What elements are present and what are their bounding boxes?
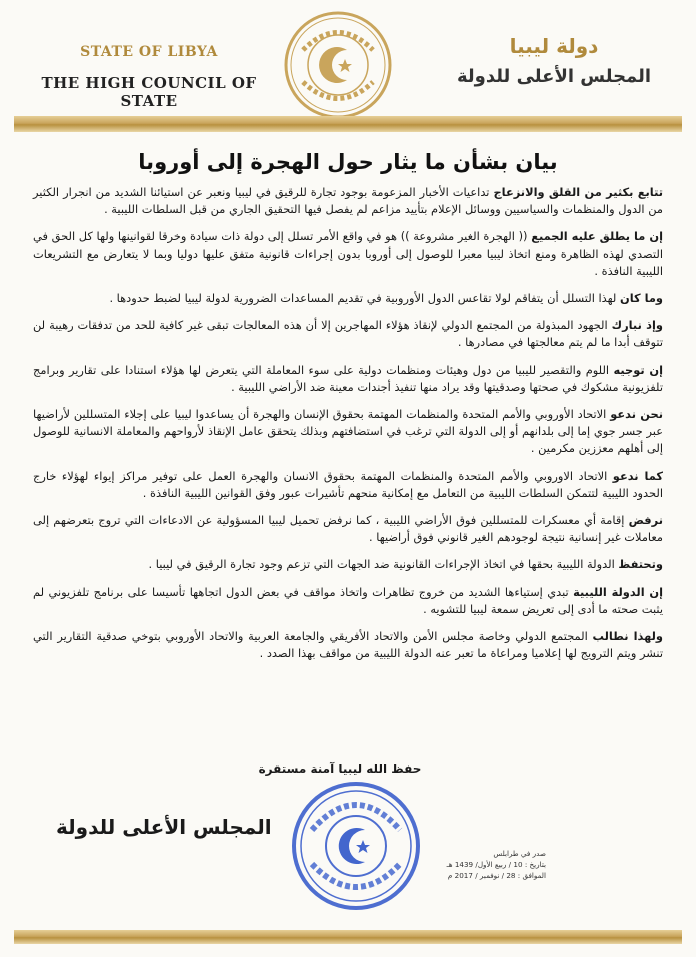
paragraph-text: الجهود المبذولة من المجتمع الدولي لإنقاذ هؤلاء المهاجرين إلا أن هذه المعالجات تبقى غير كافية للحد من تدفقات رهيبة لن تتوقف أبدا ما لم يتم معالجتها في مصادرها . xyxy=(33,318,663,350)
paragraph-text: تداعيات الأخبار المزعومة بوجود تجارة للرقيق في ليبيا ونعبر عن استيائنا الشديد من انجرار الكثير من الدول والمنظمات والسياسيين ووسائل الإعلام بتأييد مزاعم لم يفصل فيها التحقيق الجاري من قبل السلطات الليبية . xyxy=(33,185,663,217)
paragraph-lead: ولهذا نطالب xyxy=(592,629,663,644)
statement-title: بيان بشأن ما يثار حول الهجرة إلى أوروبا xyxy=(138,150,558,174)
paragraph-text: (( الهجرة الغير مشروعة )) هو في واقع الأمر تسلل إلى دولة ذات سيادة وخرقا لقوانينها ولها كل الحق في التصدي لهذه الظاهرة ومنع اتخاذ ليبيا معبرا للوصول إلى أوروبا بدون إجراءات قانونية متفق عليها دوليا وبما لا يتعارض مع التشريعات الليبية النافذة . xyxy=(33,229,663,278)
paragraph xyxy=(33,584,663,618)
paragraph-text: تبدي إستياءها الشديد من خروج تظاهرات واتخاذ مواقف في بعض الدول اتجاهها تأسيسا على برنامج تلفزيوني لم يثبت صحته ما أدى إلى تعريض سمعة ليبيا للتشويه . xyxy=(33,584,663,616)
letterhead xyxy=(0,0,696,112)
closing-line: حفظ الله ليبيا آمنة مستقرة xyxy=(258,762,422,776)
arabic-state-label: دولة ليبيا xyxy=(509,34,599,58)
paragraph-lead: وما كان xyxy=(620,291,663,306)
paragraph-text: لهذا التسلل أن يتفاقم لولا تقاعس الدول الأوروبية في تقديم المساعدات الضرورية لدولة ليبيا لضبط حدودها . xyxy=(109,291,620,306)
paragraph-lead: إن توجيه xyxy=(613,362,664,377)
paragraph xyxy=(33,362,663,396)
paragraph-text: إقامة أي معسكرات للمتسللين فوق الأراضي الليبية ، كما نرفض تحميل ليبيا المسؤولية عن الادعاءات التي تروج بتعرضهم إلى معاملات غير إنسانية نتيجة لوجودهم الغير قانوني فوق أراضيها . xyxy=(33,513,663,545)
council-seal-logo xyxy=(283,10,393,120)
paragraph-lead: تتابع بكثير من القلق والانزعاج xyxy=(493,185,663,199)
paragraph-lead: وإذ نبارك xyxy=(611,318,663,333)
arabic-council-label: المجلس الأعلى للدولة xyxy=(456,66,652,87)
paragraph xyxy=(33,628,663,662)
paragraph-lead: وتحتفظ xyxy=(618,557,663,572)
paragraph-text: المجتمع الدولي وخاصة مجلس الأمن والاتحاد الأفريقي والجامعة العربية والاتحاد الأوروبي بتوخي صدقية التقارير التي تنشر ويتم الترويج لها إعلاميا ومراعاة ما تعبر عنه الدولة الليبية من مواقف بهذا الصدد . xyxy=(33,629,663,661)
paragraph xyxy=(33,556,663,573)
paragraph xyxy=(33,228,663,280)
paragraph xyxy=(33,512,663,546)
hijri-date: بتاريخ : 10 / ربيع الأول/ 1439 هـ xyxy=(446,860,546,869)
paragraph-text: الاتحاد الاوروبي والأمم المتحدة والمنظمات المهتمة بحقوق الانسان والهجرة العمل على توفير مراكز إيواء لهؤلاء خارج الحدود الليبية لتتمكن السلطات الليبية من التعامل مع إمكانية منحهم تأشيرات عبور وفق القوانين الليبية النافذة . xyxy=(33,468,663,500)
paragraph-text: اللوم والتقصير لليبيا من دول وهيئات ومنظمات دولية على سوء المعاملة التي يتعرض لها هؤلاء استنادا على تقارير وبرامج تلفزيونية مشكوك في صحتها وصدقيتها وقد يراد منها تنفيذ أجندات معينة ضد الأراضي الليبية . xyxy=(33,362,663,394)
reference-info xyxy=(428,848,546,881)
paragraph-lead: نحن ندعو xyxy=(610,407,664,422)
state-of-libya-label: STATE OF LIBYA xyxy=(80,44,218,60)
paragraph xyxy=(33,406,663,458)
paragraph xyxy=(33,184,663,218)
signature-block: المجلس الأعلى للدولة xyxy=(56,815,272,839)
paragraph-lead: كما ندعو xyxy=(612,468,663,483)
top-gold-bar xyxy=(14,116,682,132)
letterhead-english xyxy=(14,44,284,110)
official-stamp xyxy=(290,780,422,912)
paragraph-lead: نرفض xyxy=(628,513,663,528)
paragraph-lead: إن الدولة الليبية xyxy=(573,584,663,599)
issued-place: صدر في طرابلس xyxy=(493,849,546,858)
high-council-label: THE HIGH COUNCIL OF STATE xyxy=(41,74,257,110)
letterhead-arabic xyxy=(434,34,674,87)
paragraph-text: الاتحاد الأوروبي والأمم المتحدة والمنظمات المهتمة بحقوق الإنسان والهجرة أن يساعدوا ليبيا على إجلاء المتسللين لأراضيها عبر جسر جوي إما إلى بلدانهم أو إلى الدولة التي ترغب في استضافتهم وبذلك يتحقق عامل الإنقاذ لأرواحهم والمعاملة الانسانية للوصول إلى أهلهم معززين مكرمين . xyxy=(33,407,663,456)
paragraph-lead: إن ما يطلق عليه الجميع xyxy=(531,229,663,244)
paragraph xyxy=(33,317,663,351)
bottom-gold-bar xyxy=(14,930,682,944)
paragraph xyxy=(33,468,663,502)
gregorian-date: الموافق : 28 / نوفمبر / 2017 م xyxy=(447,871,546,880)
paragraph xyxy=(33,290,663,307)
paragraph-text: الدولة الليبية بحقها في اتخاذ الإجراءات القانونية ضد الجهات التي تزعم وجود تجارة الرقيق في ليبيا . xyxy=(148,557,619,572)
statement-body xyxy=(33,184,663,672)
